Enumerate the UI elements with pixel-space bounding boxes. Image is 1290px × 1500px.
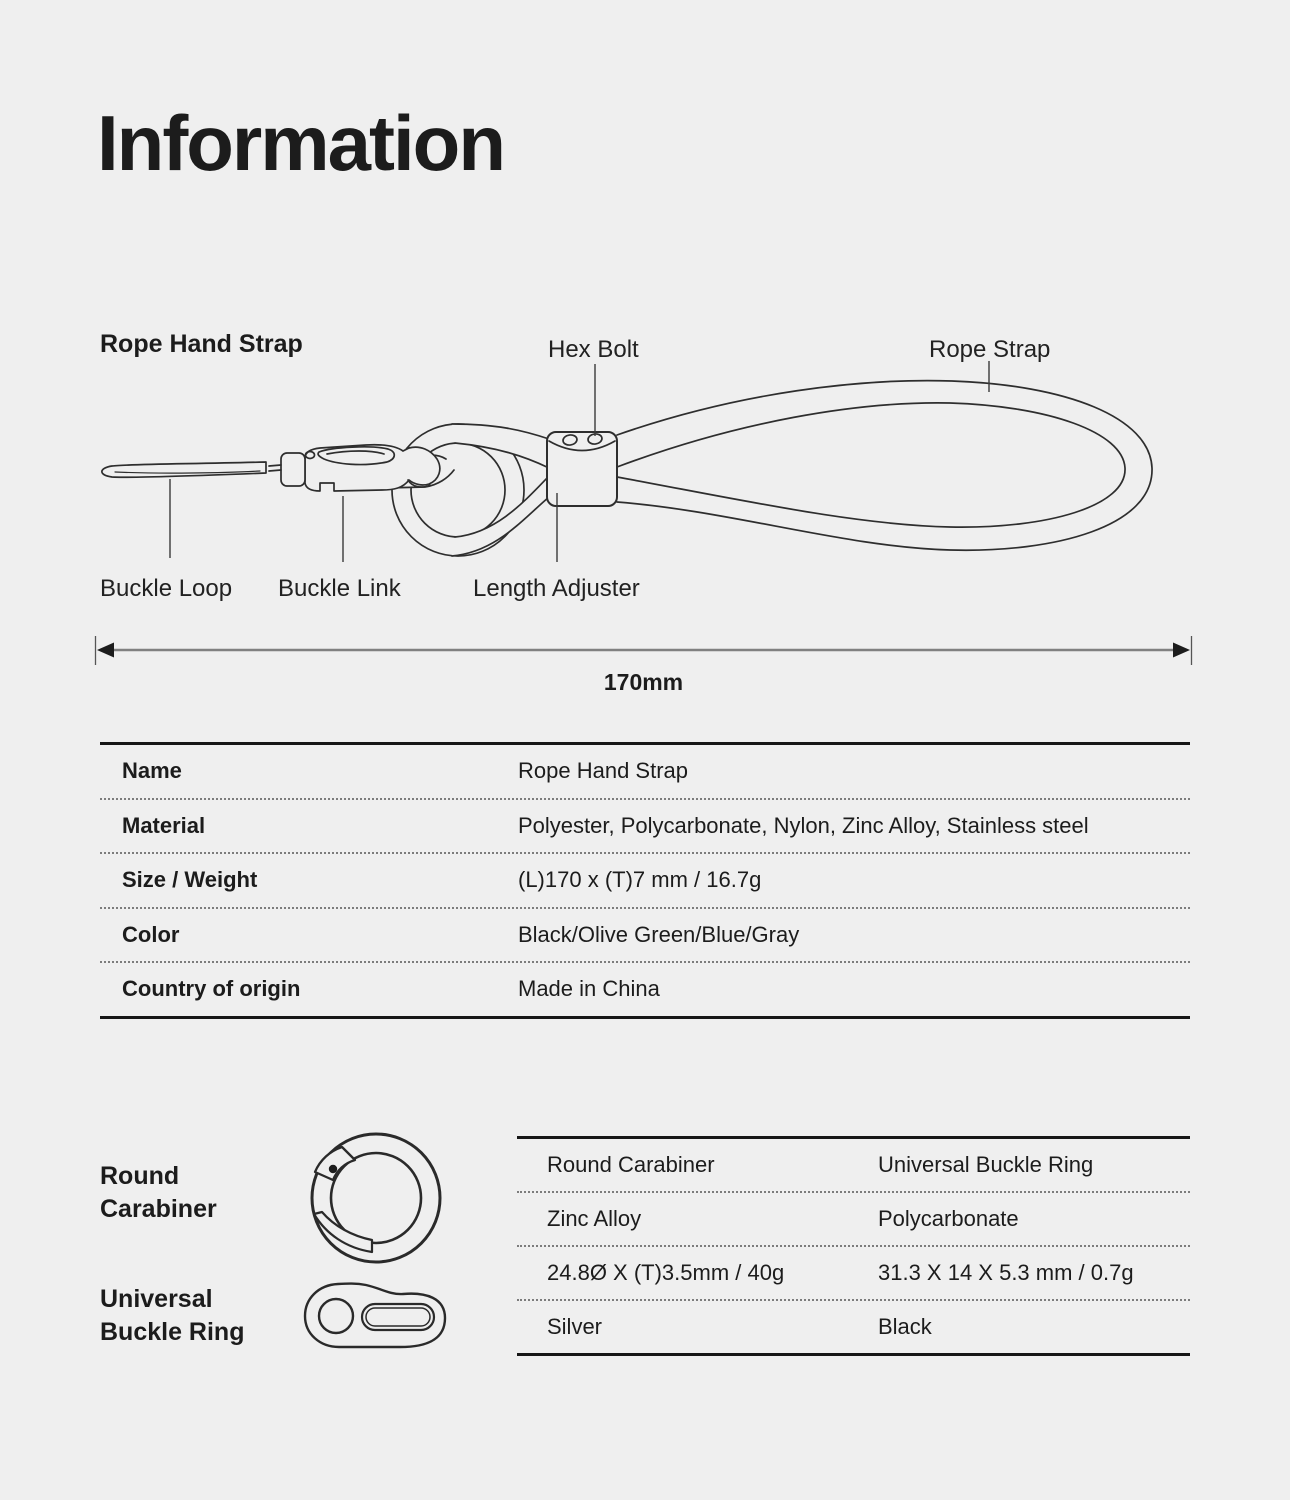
spec-table: [100, 742, 1190, 1019]
components-table: [517, 1136, 1190, 1356]
callout-hex-bolt: Hex Bolt: [548, 336, 639, 363]
universal-buckle-ring-label: Universal Buckle Ring: [100, 1285, 245, 1346]
carabiner-color: Silver: [547, 1314, 603, 1339]
rope-hand-strap-line-drawing: [0, 300, 1290, 700]
components-row-name: [517, 1139, 1190, 1193]
callout-length-adjuster: Length Adjuster: [473, 575, 640, 602]
spec-label: Material: [122, 812, 206, 838]
buckle-ring-size: 31.3 X 14 X 5.3 mm / 0.7g: [878, 1260, 1134, 1285]
dimension-label: 170mm: [603, 669, 684, 695]
spec-row-country: [100, 963, 1190, 1016]
universal-buckle-ring-icon: [302, 1281, 452, 1351]
buckle-loop-shape: [102, 462, 266, 477]
rope-strap-outline: [617, 381, 1152, 551]
strap-connector: [281, 453, 305, 486]
spec-value: Polyester, Polycarbonate, Nylon, Zinc Alloy, Stainless steel: [518, 812, 1089, 838]
carabiner-name: Round Carabiner: [547, 1152, 715, 1177]
dimension-line: [96, 636, 1192, 665]
spec-value: Black/Olive Green/Blue/Gray: [518, 921, 800, 947]
spec-label: Name: [122, 758, 182, 784]
spec-row-size-weight: [100, 854, 1190, 909]
components-row-material: [517, 1193, 1190, 1247]
callout-buckle-link: Buckle Link: [278, 575, 401, 602]
spec-label: Size / Weight: [122, 867, 258, 893]
buckle-ring-material: Polycarbonate: [878, 1206, 1019, 1231]
spec-row-name: [100, 745, 1190, 800]
round-carabiner-label: Round Carabiner: [100, 1162, 217, 1223]
spec-value: Rope Hand Strap: [518, 758, 688, 784]
spec-value: (L)170 x (T)7 mm / 16.7g: [518, 867, 762, 893]
callout-rope-strap: Rope Strap: [929, 336, 1051, 363]
carabiner-size: 24.8Ø X (T)3.5mm / 40g: [547, 1260, 785, 1285]
carabiner-material: Zinc Alloy: [547, 1206, 642, 1231]
buckle-ring-name: Universal Buckle Ring: [878, 1152, 1094, 1177]
buckle-ring-color: Black: [878, 1314, 932, 1339]
callout-buckle-loop: Buckle Loop: [100, 575, 233, 602]
rope-strap-inner-line: [617, 403, 1125, 527]
product-label: Rope Hand Strap: [100, 330, 303, 358]
spec-label: Color: [122, 921, 180, 947]
round-carabiner-icon: [306, 1128, 446, 1268]
components-row-size: [517, 1247, 1190, 1301]
spec-label: Country of origin: [122, 976, 301, 1002]
spec-value: Made in China: [518, 976, 660, 1002]
page-title: Information: [97, 99, 504, 187]
spec-row-material: [100, 800, 1190, 855]
components-row-color: [517, 1301, 1190, 1353]
spec-row-color: [100, 909, 1190, 964]
